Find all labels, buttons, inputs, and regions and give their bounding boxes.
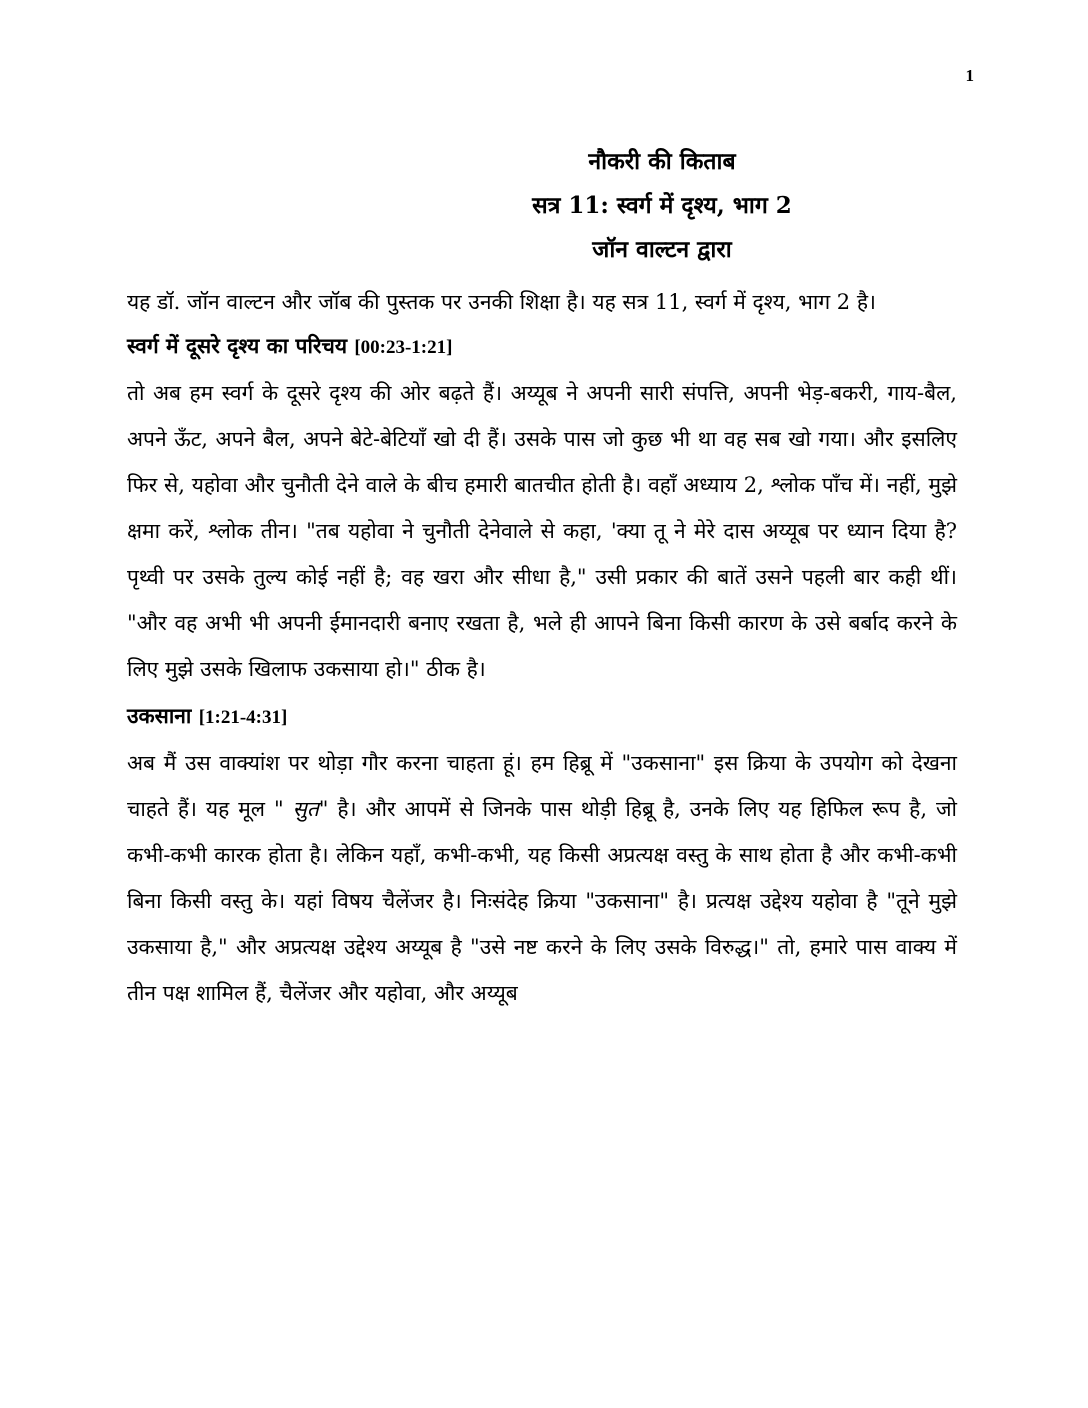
section-timestamp: [00:23-1:21] bbox=[354, 337, 453, 358]
paragraph-text: " है। और आपमें से जिनके पास थोड़ी हिब्रू है, उनके लिए यह हिफिल रूप है, जो कभी-कभी कारक होता है। लेकिन यहाँ, कभी-कभी, यह किसी अप्रत्यक्ष वस्तु के साथ होता है और कभी-कभी बिना किसी वस्तु के। यहां विषय चैलेंजर है। निःसंदेह क्रिया "उकसाना" है। प्रत्यक्ष उद्देश्य यहोवा है "तूने मुझे उकसाया है," और अप्रत्यक्ष उद्देश्य अय्यूब है "उसे नष्ट करने के लिए उसके विरुद्ध।" तो, हमारे पास वाक्य में तीन पक्ष शामिल हैं, चैलेंजर और यहोवा, और अय्यूब bbox=[127, 797, 957, 1005]
section-paragraph: तो अब हम स्वर्ग के दूसरे दृश्य की ओर बढ़ते हैं। अय्यूब ने अपनी सारी संपत्ति, अपनी भेड़-बकरी, गाय-बैल, अपने ऊँट, अपने बैल, अपने बेटे-बेटियाँ खो दी हैं। उसके पास जो कुछ भी था वह सब खो गया। और इसलिए फिर से, यहोवा और चुनौती देने वाले के बीच हमारी बातचीत होती है। वहाँ अध्याय 2, श्लोक पाँच में। नहीं, मुझे क्षमा करें, श्लोक तीन। "तब यहोवा ने चुनौती देनेवाले से कहा, 'क्या तू ने मेरे दास अय्यूब पर ध्यान दिया है? पृथ्वी पर उसके तुल्य कोई नहीं है; वह खरा और सीधा है," उसी प्रकार की बातें उसने पहली बार कही थीं। "और वह अभी भी अपनी ईमानदारी बनाए रखता है, भले ही आपने बिना किसी कारण के उसे बर्बाद करने के लिए मुझे उसके खिलाफ उकसाया हो।" ठीक है। bbox=[127, 381, 957, 681]
section-heading-text: उकसाना bbox=[127, 703, 192, 728]
intro-paragraph: यह डॉ. जॉन वाल्टन और जॉब की पुस्तक पर उनकी शिक्षा है। यह सत्र 11, स्वर्ग में दृश्य, भाग 2 है। bbox=[127, 290, 876, 314]
section-timestamp: [1:21-4:31] bbox=[198, 707, 288, 728]
italic-term: सुत bbox=[292, 797, 319, 821]
section-heading-text: स्वर्ग में दूसरे दृश्य का परिचय bbox=[127, 333, 348, 358]
session-title: सत्र 11: स्वर्ग में दृश्य, भाग 2 bbox=[532, 192, 792, 219]
section-heading bbox=[127, 324, 957, 370]
page-number: 1 bbox=[965, 66, 974, 85]
title-block bbox=[127, 140, 957, 272]
section-paragraph bbox=[127, 740, 957, 1016]
document-body bbox=[127, 140, 957, 1018]
author-line: जॉन वाल्टन द्वारा bbox=[592, 236, 732, 263]
paragraph-text: अब मैं उस वाक्यांश पर थोड़ा गौर करना चाहता हूं। हम हिब्रू में "उकसाना" इस क्रिया के उपयोग को देखना चाहते हैं। यह मूल " bbox=[127, 751, 957, 821]
section-heading bbox=[127, 694, 957, 740]
document-title: नौकरी की किताब bbox=[588, 148, 736, 175]
